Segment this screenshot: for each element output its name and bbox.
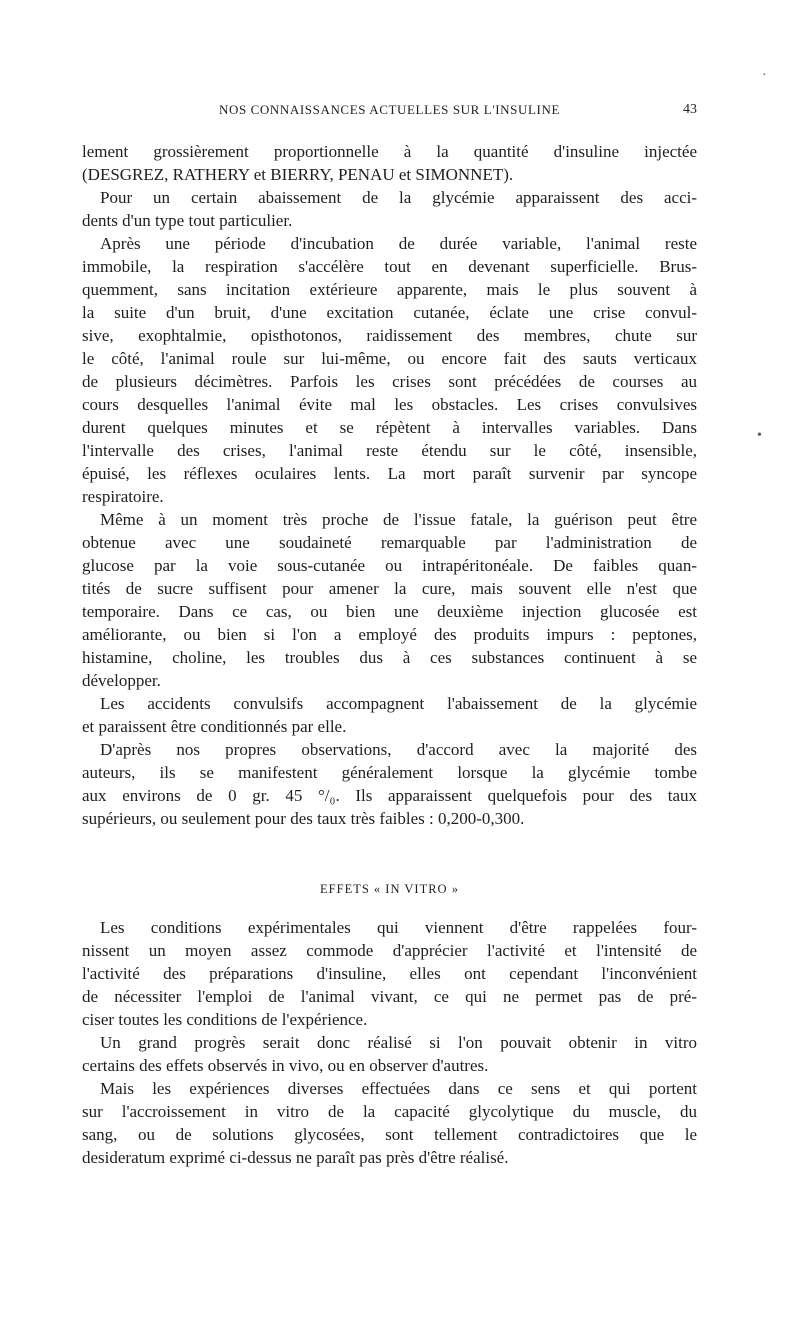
text-line: immobile, la respiration s'accélère tout en devenant superficielle. Brus- (82, 257, 697, 276)
text-line: glucose par la voie sous-cutanée ou intrapéritonéale. De faibles quan- (82, 556, 697, 575)
text-line: le côté, l'animal roule sur lui-même, ou encore fait des sauts verticaux (82, 349, 697, 368)
section-heading: EFFETS « IN VITRO » (320, 882, 459, 896)
text-line: et paraissent être conditionnés par elle. (82, 717, 347, 736)
text-line: Après une période d'incubation de durée variable, l'animal reste (100, 234, 697, 253)
text-line: quemment, sans incitation extérieure apparente, mais le plus souvent à (82, 280, 697, 299)
page-number: 43 (683, 102, 697, 117)
text-line: durent quelques minutes et se répètent à intervalles variables. Dans (82, 418, 697, 437)
text-line: développer. (82, 671, 161, 690)
text-line: Un grand progrès serait donc réalisé si l'on pouvait obtenir in vitro (100, 1033, 697, 1052)
text-line: tités de sucre suffisent pour amener la cure, mais souvent elle n'est que (82, 579, 697, 598)
text-line: Les accidents convulsifs accompagnent l'abaissement de la glycémie (100, 694, 697, 713)
text-line: sive, exophtalmie, opisthotonos, raidissement des membres, chute sur (82, 326, 697, 345)
margin-speck: · (762, 68, 767, 83)
text-line: temporaire. Dans ce cas, ou bien une deuxième injection glucosée est (82, 602, 697, 621)
text-line: obtenue avec une soudaineté remarquable par l'administration de (82, 533, 697, 552)
text-line: nissent un moyen assez commode d'apprécier l'activité et l'intensité de (82, 941, 697, 960)
text-line: desideratum exprimé ci-dessus ne paraît pas près d'être réalisé. (82, 1148, 509, 1167)
text-line: l'activité des préparations d'insuline, elles ont cependant l'inconvénient (82, 964, 697, 983)
text-line: cours desquelles l'animal évite mal les obstacles. Les crises convulsives (82, 395, 697, 414)
running-title: NOS CONNAISSANCES ACTUELLES SUR L'INSULINE (218, 102, 560, 117)
text-line: Les conditions expérimentales qui viennent d'être rappelées four- (100, 918, 697, 937)
text-line: dents d'un type tout particulier. (82, 211, 293, 230)
text-line: Même à un moment très proche de l'issue fatale, la guérison peut être (100, 510, 697, 529)
text-line: améliorante, ou bien si l'on a employé des produits impurs : peptones, (82, 625, 697, 644)
text-line: la suite d'un bruit, d'une excitation cutanée, éclate une crise convul- (82, 303, 697, 322)
text-line: épuisé, les réflexes oculaires lents. La mort paraît survenir par syncope (82, 464, 697, 483)
body-text-bottom (82, 916, 697, 1169)
body-text-top (82, 140, 697, 830)
text-line: sur l'accroissement in vitro de la capacité glycolytique du muscle, du (82, 1102, 697, 1121)
text-line: (DESGREZ, RATHERY et BIERRY, PENAU et SIMONNET). (82, 165, 514, 184)
text-line: auteurs, ils se manifestent généralement lorsque la glycémie tombe (82, 763, 697, 782)
text-line: Mais les expériences diverses effectuées dans ce sens et qui portent (100, 1079, 697, 1098)
text-line: aux environs de 0 gr. 45 °/₀. Ils apparaissent quelquefois pour des taux (82, 786, 697, 805)
text-line: supérieurs, ou seulement pour des taux très faibles : 0,200-0,300. (82, 809, 525, 828)
text-line: ciser toutes les conditions de l'expérience. (82, 1010, 368, 1029)
text-line: D'après nos propres observations, d'accord avec la majorité des (100, 740, 697, 759)
text-line: Pour un certain abaissement de la glycémie apparaissent des acci- (100, 188, 697, 207)
text-line: histamine, choline, les troubles dus à ces substances continuent à se (82, 648, 697, 667)
running-head (82, 100, 697, 122)
text-line: l'intervalle des crises, l'animal reste étendu sur le côté, insensible, (82, 441, 697, 460)
text-line: de nécessiter l'emploi de l'animal vivant, ce qui ne permet pas de pré- (82, 987, 697, 1006)
text-line: respiratoire. (82, 487, 164, 506)
text-line: certains des effets observés in vivo, ou en observer d'autres. (82, 1056, 489, 1075)
text-line: sang, ou de solutions glycosées, sont tellement contradictoires que le (82, 1125, 697, 1144)
margin-speck: • (757, 428, 762, 443)
text-line: lement grossièrement proportionnelle à la quantité d'insuline injectée (82, 142, 697, 161)
text-line: de plusieurs décimètres. Parfois les crises sont précédées de courses au (82, 372, 697, 391)
